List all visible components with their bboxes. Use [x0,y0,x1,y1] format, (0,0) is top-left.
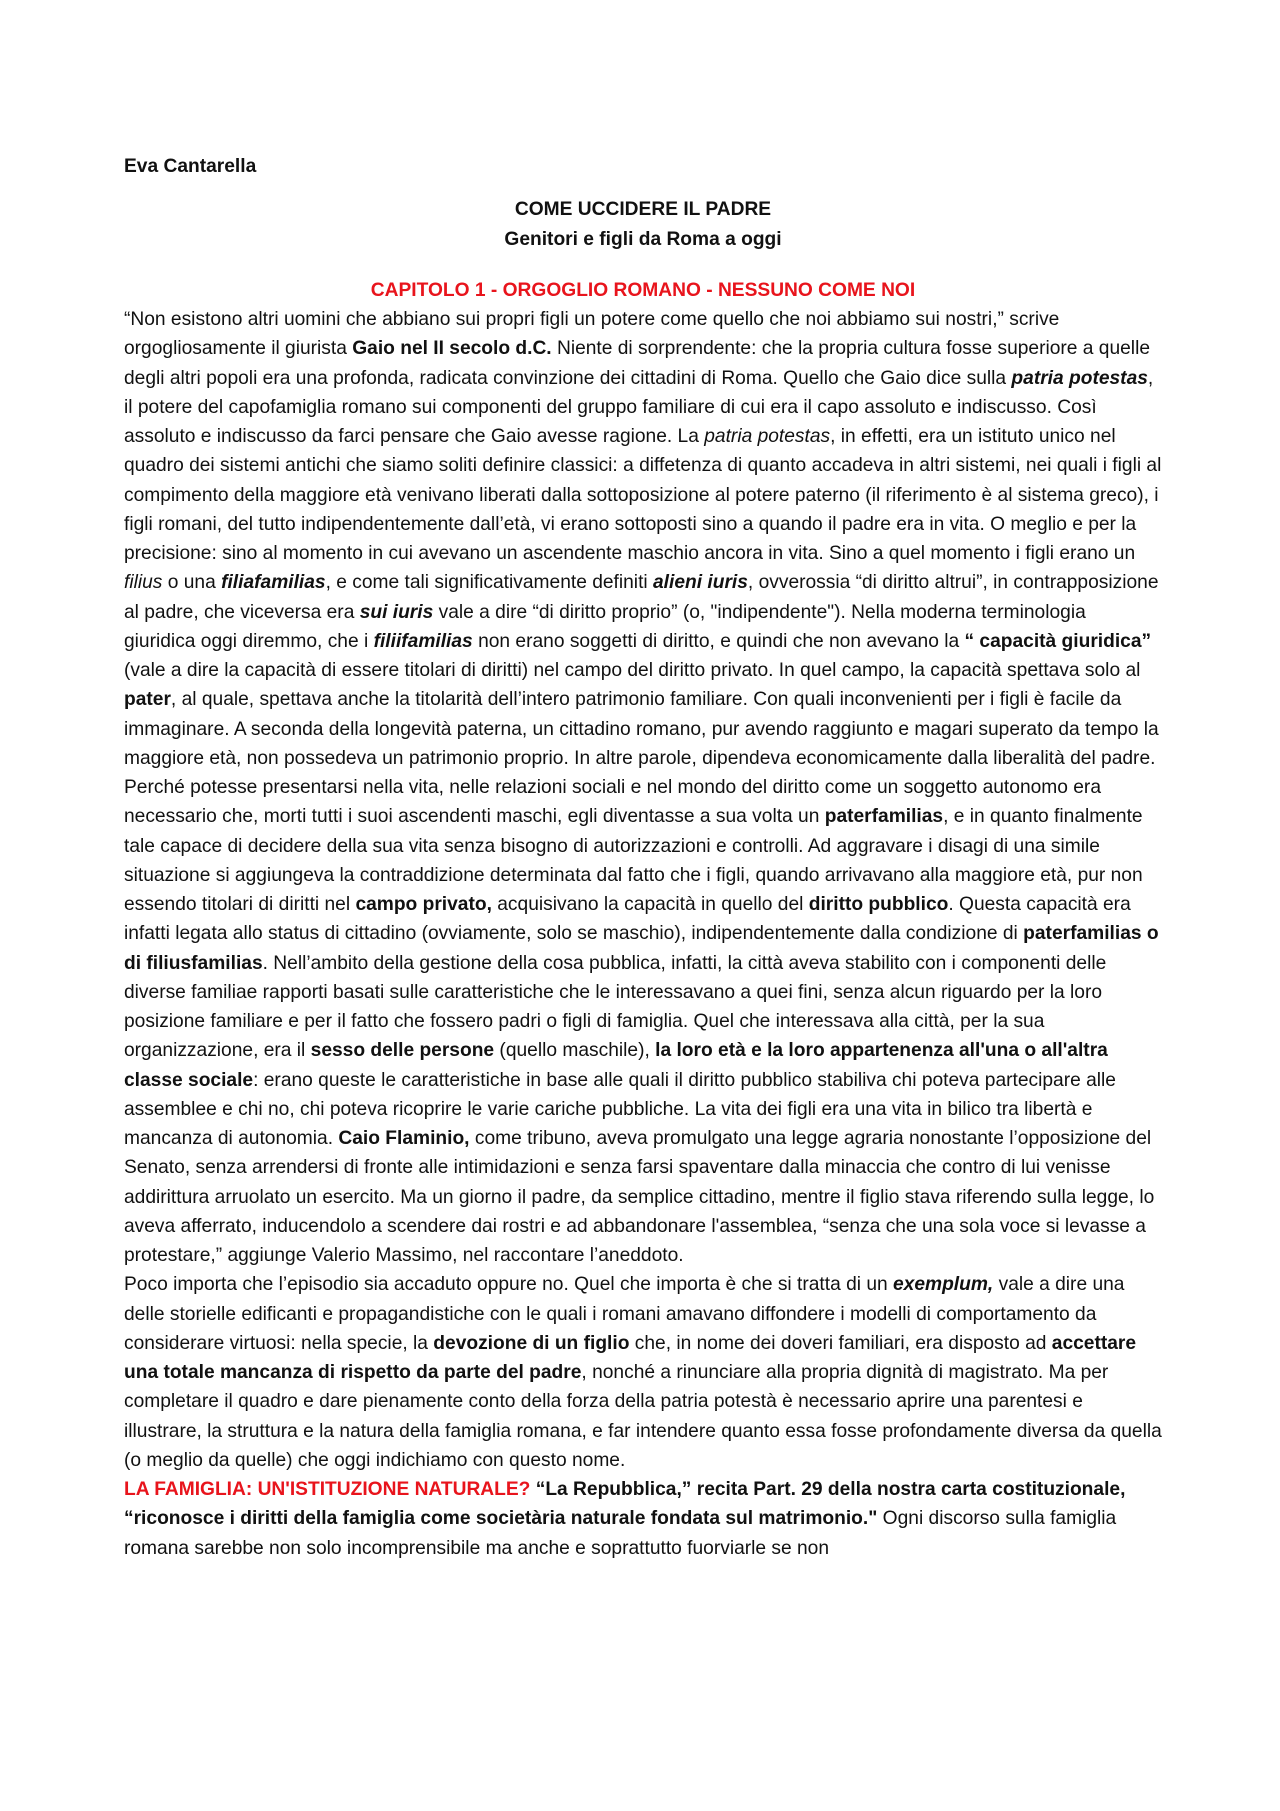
text-run-bold-italic [1011,368,1148,389]
text-run-plain: , il potere del capofamiglia romano sui componenti del gruppo familiare di cui era il capo assoluto e indiscusso. Così assoluto e indiscusso da farci pensare che Gaio avesse ragione. La [124,367,1154,447]
text-run-emphasis: alieni iuris [653,572,748,594]
text-run-bold: campo privato, [355,894,492,915]
body-paragraph-2 [124,1270,1162,1475]
text-run-bold: diritto pubblico [808,894,949,915]
text-run-plain: vale a dire una delle storielle edificanti e propagandistiche con le quali i romani amavano diffondere i modelli di comportamento da considerare virtuosi: nella specie, la [124,1274,1125,1354]
text-run-bold: Caio Flaminio, [338,1128,470,1149]
text-run-plain: (vale a dire la capacità di essere titolari di diritti) nel campo del diritto privato. In quel campo, la capacità spettava solo al [124,660,1141,681]
book-title: COME UCCIDERE IL PADRE [514,199,772,221]
text-run-bold: Gaio nel II secolo d.C. [352,338,552,360]
text-run-plain: “Non esistono altri uomini che abbiano sui propri figli un potere come quello che noi abbiamo sui nostri,” scrive orgogliosamente il giurista [124,309,1060,360]
text-run-plain: . Nell’ambito della gestione della cosa pubblica, infatti, la città aveva stabilito con i componenti delle diverse familiae rapporti basati sulle caratteristiche che le interessavano a quei fini, senza alcun riguardo per la loro posizione familiare e per il fatto che fossero padri o figli di famiglia. Quel che interessava alla città, per la sua organizzazione, era il [124,952,1107,1062]
text-run-bold-italic [221,572,326,593]
text-run-plain: , al quale, spettava anche la titolarità dell’intero patrimonio familiare. Con quali inconvenienti per i figli è facile da immaginare. A seconda della longevità paterna, un cittadino romano, pur avendo raggiunto e magari superato da tempo la maggiore età, non possedeva un patrimonio proprio. In altre parole, dipendeva economicamente dalla liberalità del padre. Perché potesse presentarsi nella vita, nelle relazioni sociali e nel mondo del diritto come un soggetto autonomo era necessario che, morti tutti i suoi ascendenti maschi, egli diventasse a sua volta un [124,689,1159,828]
text-run-plain: Ogni discorso sulla famiglia romana sarebbe non solo incomprensibile ma anche e soprattutto fuorviarle se non [124,1508,1117,1559]
chapter-heading: CAPITOLO 1 - ORGOGLIO ROMANO - NESSUNO COME NOI [370,279,916,301]
text-run-plain: che, in nome dei doveri familiari, era disposto ad [629,1332,1052,1354]
text-run-plain: acquisivano la capacità in quello del [491,894,809,915]
text-run-bold: “La Repubblica,” recita Part. 29 della nostra carta costituzionale, “riconosce i diritti della famiglia come societària naturale fondata sul matrimonio." [124,1479,1126,1530]
text-run-plain: (quello maschile), [494,1040,656,1062]
body-paragraph-3 [124,1475,1162,1563]
text-run-emphasis: filiifamilias [373,630,473,652]
text-run-emphasis: exemplum, [893,1274,994,1296]
text-run-plain: , ovverossia “di diritto altrui”, in contrapposizione al padre, che viceversa era [124,572,1159,623]
text-run-bold: devozione di un figlio [433,1332,630,1354]
text-run-bold-italic [360,602,434,623]
text-run-italic: filius [124,572,163,594]
text-run-plain: , e in quanto finalmente tale capace di decidere della sua vita senza bisogno di autorizzazioni e controlli. Ad aggravare i disagi di una simile situazione si aggiungeva la contraddizione determinata dal fatto che i figli, quando arrivavano alla maggiore età, pur non essendo titolari di diritti nel [124,806,1143,915]
text-run-bold: sesso delle persone [310,1040,495,1062]
text-run-bold: la loro età e la loro appartenenza all'una o all'altra classe sociale [124,1040,1108,1091]
author-name: Eva Cantarella [124,156,257,177]
body-paragraph-1 [124,305,1162,1270]
text-run-bold: paterfamilias o di filiusfamilias [124,923,1159,974]
text-run-emphasis: sui iuris [359,601,434,623]
text-run-bold: pater [124,689,171,711]
text-run-plain: , nonché a rinunciare alla propria dignità di magistrato. Ma per completare il quadro e dare pienamente conto della forza della patria potestà è necessario aprire una parentesi e illustrare, la struttura e la natura della famiglia romana, e far intendere quanto essa fosse profondamente diversa da quella (o meglio da quelle) che oggi indichiamo con questo nome. [124,1362,1162,1471]
text-run-bold-italic [653,572,748,593]
text-run-plain: . Questa capacità era infatti legata allo status di cittadino (ovviamente, solo se maschio), indipendentemente dalla condizione di [124,894,1131,945]
text-run-plain: o una [162,572,222,594]
text-run-plain: non erano soggetti di diritto, e quindi che non avevano la [472,630,965,652]
text-run-bold-red: LA FAMIGLIA: UN'ISTITUZIONE NATURALE? [124,1479,531,1500]
text-run-plain: , in effetti, era un istituto unico nel quadro dei sistemi antichi che siamo soliti definire classici: a diffetenza di quanto accadeva in altri sistemi, nei quali i figli al compimento della maggiore età venivano liberati dalla sottoposizione al potere paterno (il riferimento è al sistema greco), i figli romani, del tutto indipendentemente dall’età, vi erano sottoposti sino a quando il padre era in vita. O meglio e per la precisione: sino al momento in cui avevano un ascendente maschio ancora in vita. Sino a quel momento i figli erano un [124,426,1162,564]
text-run-emphasis: filiafamilias [221,572,326,594]
text-run-bold-italic [374,631,473,652]
text-run-bold-italic [893,1274,993,1295]
text-run-plain: vale a dire “di diritto proprio” (o, "indipendente"). Nella moderna terminologia giuridica oggi diremmo, che i [124,601,1086,652]
text-run-bold: accettare una totale mancanza di rispetto da parte del padre [124,1332,1137,1383]
text-run-plain: : erano queste le caratteristiche in base alle quali il diritto pubblico stabiliva chi poteva partecipare alle assemblee e chi no, chi poteva ricoprire le varie cariche pubbliche. La vita dei figli era una vita in bilico tra libertà e mancanza di autonomia. [124,1069,1116,1149]
text-run-bold: paterfamilias [824,806,944,828]
text-run-plain: Poco importa che l’episodio sia accaduto oppure no. Quel che importa è che si tratta di un [124,1274,894,1296]
text-run-plain: come tribuno, aveva promulgato una legge agraria nonostante l’opposizione del Senato, senza arrendersi di fronte alle intimidazioni e senza farsi spaventare dalla minaccia che contro di lui venisse addirittura arruolato un esercito. Ma un giorno il padre, da semplice cittadino, mentre il figlio stava riferendo sulla legge, lo aveva afferrato, inducendolo a scendere dai rostri e ad abbandonare l'assemblea, “senza che una sola voce si levasse a protestare,” aggiunge Valerio Massimo, nel raccontare l’aneddoto. [124,1128,1155,1266]
text-run-italic: patria potestas [704,426,831,447]
text-run-bold: “ capacità giuridica” [964,630,1152,652]
text-run-plain: , e come tali significativamente definiti [325,572,653,594]
text-run-plain: Niente di sorprendente: che la propria cultura fosse superiore a quelle degli altri popoli era una profonda, radicata convinzione dei cittadini di Roma. Quello che Gaio dice sulla [124,338,1151,389]
text-run-emphasis: patria potestas [1011,367,1148,389]
book-subtitle: Genitori e figli da Roma a oggi [504,228,782,250]
